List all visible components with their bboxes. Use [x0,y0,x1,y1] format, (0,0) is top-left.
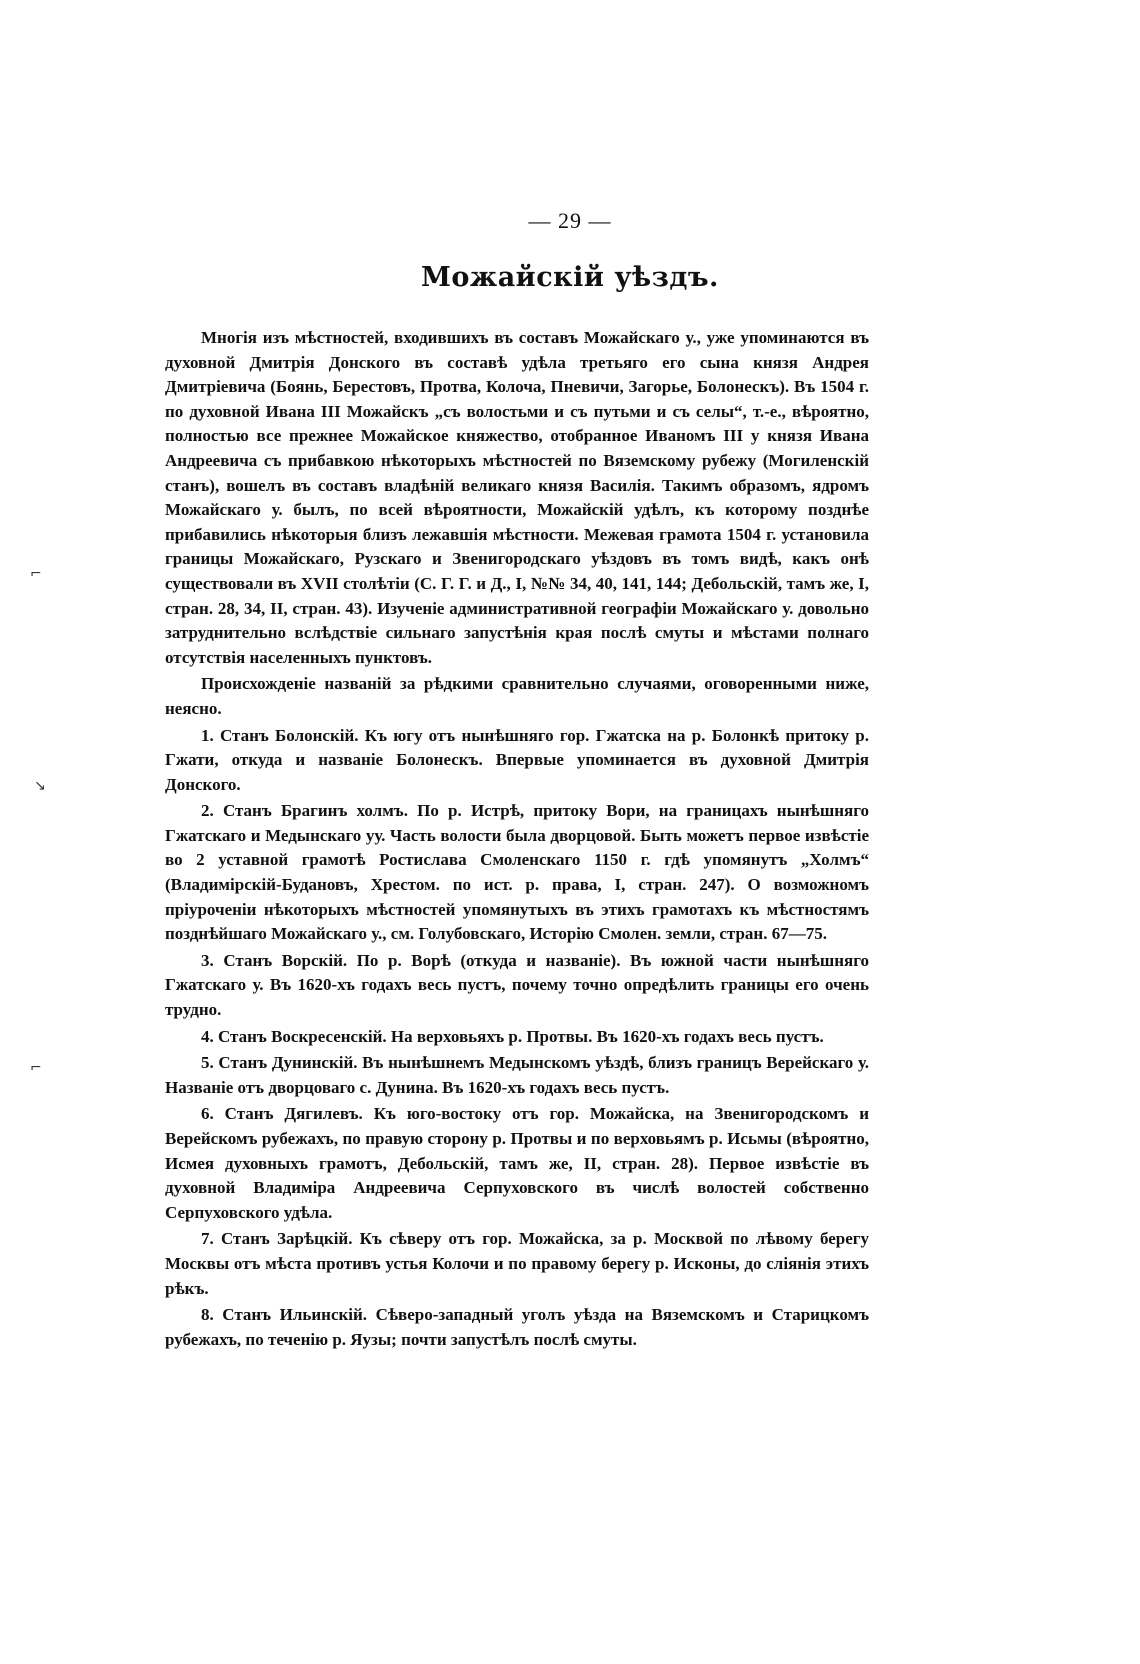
paragraph-stan-1: 1. Станъ Болонскій. Къ югу отъ нынѣшняго гор. Гжатска на р. Болонкѣ притоку р. Гжати, откуда и названіе Болонескъ. Впервые упоминается въ духовной Дмитрія Донского. [165,725,869,794]
page-number: — 29 — [528,208,612,233]
paragraph-stan-3: 3. Станъ Ворскій. По р. Ворѣ (откуда и названіе). Въ южной части нынѣшняго Гжатскаго у. Въ 1620-хъ годахъ весь пустъ, почему точно опредѣлить границы его очень трудно. [165,950,869,1020]
paragraph-stan-4: 4. Станъ Воскресенскій. На верховьяхъ р. Протвы. Въ 1620-хъ годахъ весь пустъ. [201,1026,824,1046]
margin-scan-mark: ↘ [34,778,46,794]
paragraph-stan-5: 5. Станъ Дунинскій. Въ нынѣшнемъ Медынскомъ уѣздѣ, близъ границъ Верейскаго у. Названіе отъ дворцоваго с. Дунина. Въ 1620-хъ годахъ весь пустъ. [165,1053,869,1097]
paragraph-stan-6: 6. Станъ Дягилевъ. Къ юго-востоку отъ гор. Можайска, на Звенигородскомъ и Верейскомъ рубежахъ, по правую сторону р. Протвы и по верховьямъ р. Исьмы (вѣроятно, Исмея духовныхъ грамотъ, Дебольскій, тамъ же, II, стран. 28). Первое извѣстіе въ духовной Владиміра Андреевича Серпуховского въ числѣ волостей собственно Серпуховского удѣла. [165,1104,869,1222]
margin-scan-mark: ⌐ [30,1060,42,1076]
paragraph-stan-2: 2. Станъ Брагинъ холмъ. По р. Истрѣ, притоку Вори, на границахъ нынѣшняго Гжатскаго и Медынскаго уу. Часть волости была дворцовой. Быть можетъ первое извѣстіе во 2 уставной грамотѣ Ростислава Смоленскаго 1150 г. гдѣ упомянутъ „Холмъ“ (Владимірскій-Будановъ, Хрестом. по ист. р. права, I, стран. 247). О возможномъ пріуроченіи нѣкоторыхъ мѣстностей упомянутыхъ въ этихъ грамотахъ къ мѣстностямъ позднѣйшаго Можайскаго у., см. Голубовскаго, Исторію Смолен. земли, стран. 67—75. [165,801,869,944]
margin-scan-mark: ⌐ [30,566,42,582]
page-title: Можайскій уѣздъ. [421,262,719,293]
paragraph-stan-7: 7. Станъ Зарѣцкій. Къ сѣверу отъ гор. Можайска, за р. Москвой по лѣвому берегу Москвы отъ мѣста противъ устья Колочи и по правому берегу р. Исконы, до сліянія этихъ рѣкъ. [165,1229,869,1298]
paragraph-origin: Происхожденіе названій за рѣдкими сравнительно случаями, оговоренными ниже, неясно. [165,674,869,718]
paragraph-intro: Многія изъ мѣстностей, входившихъ въ составъ Можайскаго у., уже упоминаются въ духовной Дмитрія Донского въ составѣ удѣла третьяго его сына князя Андрея Дмитріевича (Боянь, Берестовъ, Протва, Колоча, Пневичи, Загорье, Болонескъ). Въ 1504 г. по духовной Ивана III Можайскъ „съ волостьми и съ путьми и съ селы“, т.-е., вѣроятно, полностью все прежнее Можайское княжество, отобранное Иваномъ III у князя Ивана Андреевича съ прибавкою нѣкоторыхъ мѣстностей по Вяземскому рубежу (Могиленскій станъ), вошелъ въ составъ владѣній великаго князя Василія. Такимъ образомъ, ядромъ Можайскаго у. былъ, по всей вѣроятности, Можайскій удѣлъ, къ которому позднѣе прибавились нѣкоторыя близъ лежавшія мѣстности. Межевая грамота 1504 г. установила границы Можайскаго, Рузскаго и Звенигородскаго уѣздовъ въ томъ видѣ, какъ онѣ существовали въ XVII столѣтіи (С. Г. Г. и Д., I, №№ 34, 40, 141, 144; Дебольскій, тамъ же, I, стран. 28, 34, II, стран. 43). Изученіе административной географіи Можайскаго у. довольно затруднительно вслѣдствіе сильнаго запустѣнія края послѣ смуты и мѣстами полнаго отсутствія населенныхъ пунктовъ. [165,328,869,667]
paragraph-stan-8: 8. Станъ Ильинскій. Сѣверо-западный уголъ уѣзда на Вяземскомъ и Старицкомъ рубежахъ, по теченію р. Яузы; почти запустѣлъ послѣ смуты. [165,1305,869,1349]
body-text [165,326,869,1352]
